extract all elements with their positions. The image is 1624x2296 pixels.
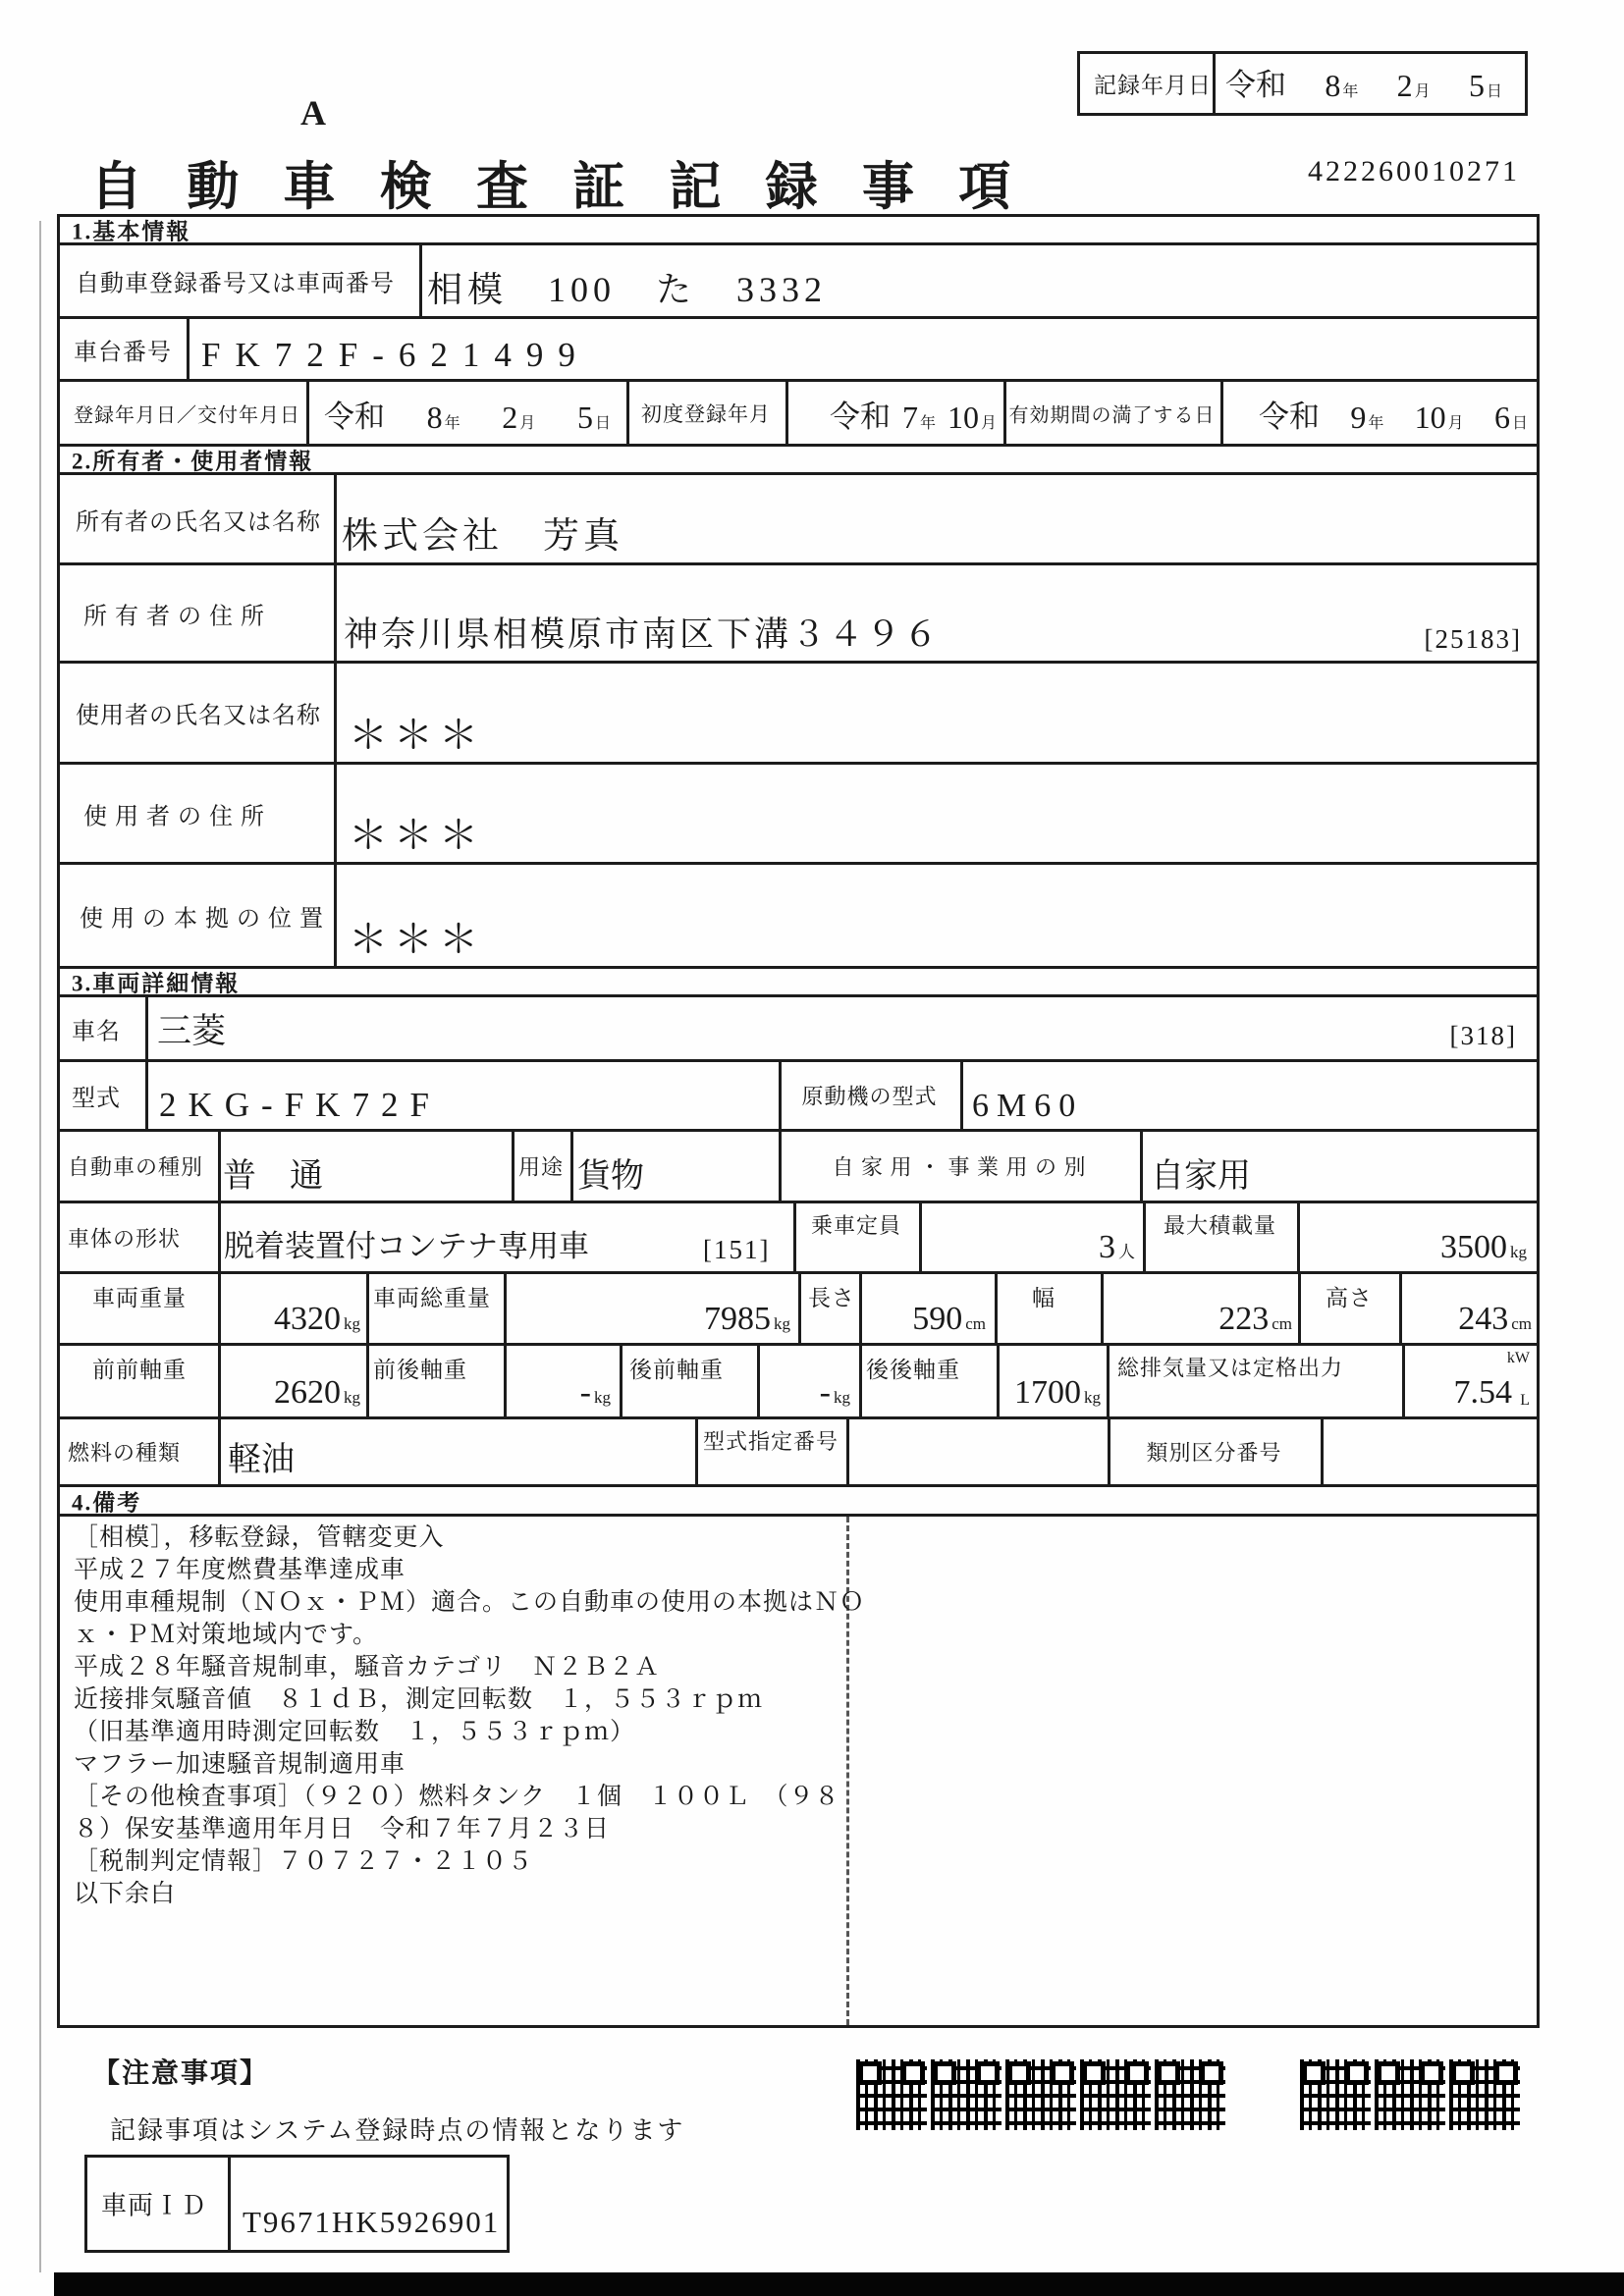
- max-load-num: 3500: [1440, 1229, 1507, 1265]
- remark-line: （旧基準適用時測定回転数 １，５５３ｒｐｍ）: [74, 1719, 636, 1745]
- axle-weights-row: [57, 1343, 1540, 1419]
- body-shape-label: 車体の形状: [68, 1226, 182, 1251]
- registration-number-label: 自動車登録番号又は車両番号: [76, 271, 395, 297]
- day-unit: 日: [1486, 83, 1502, 100]
- month-unit: 月: [1447, 415, 1464, 432]
- axle-rr-unit: kg: [1084, 1388, 1101, 1407]
- month-unit: 月: [519, 415, 536, 432]
- displacement-label: 総排気量又は定格出力: [1117, 1356, 1344, 1380]
- qr-code: [856, 2059, 927, 2130]
- displacement-unit-top: kW: [1506, 1350, 1530, 1366]
- remark-line: ｘ・ＰＭ対策地域内です。: [74, 1622, 379, 1648]
- month: 2: [1396, 68, 1413, 103]
- engine-model-value: 6M60: [972, 1088, 1084, 1124]
- remark-line: ［その他検査事項］（９２０）燃料タンク １個 １００Ｌ （９８: [74, 1784, 840, 1810]
- length-num: 590: [912, 1301, 963, 1337]
- month: 2: [502, 400, 518, 435]
- document-number: 422260010271: [1308, 155, 1520, 187]
- qr-code: [1155, 2059, 1225, 2130]
- section1-heading-row: [57, 214, 1540, 245]
- dates-row: [57, 379, 1540, 447]
- fuel-label: 燃料の種類: [68, 1440, 182, 1466]
- height-num: 243: [1458, 1301, 1509, 1337]
- height-unit: cm: [1511, 1314, 1532, 1333]
- user-name-row: [57, 661, 1540, 765]
- divider: [334, 765, 337, 862]
- divider: [334, 565, 337, 661]
- day-unit: 日: [1511, 415, 1528, 432]
- qr-code: [931, 2059, 1001, 2130]
- vehicle-weight-unit: kg: [344, 1314, 360, 1333]
- divider: [846, 1419, 849, 1484]
- expiry-date-value: [1259, 392, 1528, 436]
- gross-weight-value: [507, 1301, 790, 1338]
- registration-date-label: 登録年月日／交付年月日: [74, 404, 300, 426]
- qr-code: [1375, 2059, 1445, 2130]
- day: 6: [1493, 400, 1510, 435]
- width-unit: cm: [1272, 1314, 1292, 1333]
- axle-ff-num: 2620: [274, 1374, 341, 1411]
- divider: [1107, 1346, 1110, 1416]
- owner-name-value: 株式会社 芳真: [342, 516, 623, 557]
- divider: [995, 1274, 998, 1343]
- remark-line: マフラー加速騒音規制適用車: [74, 1751, 406, 1778]
- axle-rr-label: 後後軸重: [866, 1358, 960, 1382]
- fuel-value: 軽油: [228, 1442, 295, 1478]
- chassis-number-label: 車台番号: [74, 340, 172, 365]
- capacity-value: [919, 1229, 1135, 1266]
- model-row: [57, 1059, 1540, 1132]
- kind-use-row: [57, 1129, 1540, 1203]
- record-date-box: [1077, 51, 1528, 116]
- divider: [218, 1203, 221, 1271]
- section1-heading: 1.基本情報: [72, 219, 191, 244]
- record-date-label: 記録年月日: [1094, 73, 1212, 98]
- axle-fr-num: -: [579, 1374, 591, 1411]
- page-title: 自 動 車 検 査 証 記 録 事 項: [90, 159, 1027, 216]
- displacement-unit-bottom: L: [1520, 1392, 1530, 1409]
- car-name-value: 三菱: [157, 1012, 227, 1050]
- axle-ff-label: 前前軸重: [92, 1358, 187, 1382]
- user-address-label: 使 用 者 の 住 所: [83, 804, 265, 829]
- divider: [570, 1132, 573, 1201]
- section3-heading: 3.車両詳細情報: [72, 971, 241, 996]
- section2-heading: 2.所有者・使用者情報: [72, 449, 314, 474]
- body-shape-code: [151]: [703, 1235, 771, 1264]
- divider: [187, 319, 189, 379]
- body-shape-value: 脱着装置付コンテナ専用車: [224, 1229, 589, 1263]
- era: 令和: [1259, 400, 1320, 434]
- divider: [306, 382, 309, 444]
- remarks-lines: [74, 1522, 866, 1910]
- divider: [218, 1419, 221, 1484]
- capacity-unit: 人: [1118, 1243, 1135, 1261]
- owner-address-value: 神奈川県相模原市南区下溝３４９６: [344, 615, 942, 654]
- axle-rf-label: 後前軸重: [629, 1358, 724, 1382]
- year: 8: [1325, 68, 1341, 103]
- remark-line: ［相模］，移転登録，管轄変更入: [74, 1524, 445, 1551]
- engine-model-label: 原動機の型式: [801, 1084, 938, 1109]
- owner-name-row: [57, 472, 1540, 565]
- remark-line: 平成２７年度燃費基準達成車: [74, 1557, 406, 1583]
- type-approval-label: 型式指定番号: [702, 1429, 839, 1454]
- remark-line: 使用車種規制（ＮＯｘ・ＰＭ）適合。この自動車の使用の本拠はＮＯ: [74, 1589, 866, 1616]
- category-number-label: 類別区分番号: [1146, 1440, 1282, 1466]
- vehicle-id-value: T9671HK5926901: [243, 2205, 501, 2239]
- divider: [419, 245, 422, 316]
- remark-line: 近接排気騒音値 ８１ｄＢ，測定回転数 １，５５３ｒｐｍ: [74, 1686, 764, 1713]
- day: 5: [576, 400, 593, 435]
- axle-rf-num: -: [819, 1374, 831, 1411]
- car-name-label: 車名: [72, 1019, 121, 1044]
- remark-line: 平成２８年騒音規制車，騒音カテゴリ Ｎ２Ｂ２Ａ: [74, 1654, 661, 1681]
- use-value: 貨物: [577, 1158, 644, 1195]
- private-business-value: 自家用: [1151, 1158, 1251, 1195]
- model-value: 2KG-FK72F: [159, 1086, 441, 1124]
- divider: [960, 1062, 963, 1129]
- axle-rf-value: [760, 1374, 850, 1412]
- day-unit: 日: [594, 415, 611, 432]
- displacement-num: 7.54: [1453, 1374, 1512, 1411]
- divider: [1321, 1419, 1324, 1484]
- body-shape-row: [57, 1201, 1540, 1274]
- axle-rr-value: [1000, 1374, 1101, 1412]
- month: 10: [1414, 400, 1446, 435]
- height-label: 高さ: [1326, 1286, 1373, 1310]
- height-value: [1402, 1301, 1532, 1338]
- remark-line: ［税制判定情報］７０７２７・２１０５: [74, 1848, 534, 1875]
- axle-fr-value: [507, 1374, 611, 1412]
- era: 令和: [324, 400, 385, 434]
- length-label: 長さ: [808, 1286, 855, 1310]
- divider: [1220, 382, 1223, 444]
- registration-number-value: 相模 100 た 3332: [427, 270, 828, 309]
- chassis-number-value: FK72F-621499: [201, 336, 590, 374]
- divider: [218, 1132, 221, 1201]
- vehicle-weight-label: 車両重量: [92, 1286, 187, 1310]
- weight-dimensions-row: [57, 1271, 1540, 1346]
- era: 令和: [830, 400, 891, 434]
- length-unit: cm: [965, 1314, 986, 1333]
- notice-body: 記録事項はシステム登録時点の情報となります: [110, 2116, 685, 2145]
- divider: [859, 1346, 862, 1416]
- scan-edge-line: [39, 221, 41, 2272]
- owner-address-code: [25183]: [1424, 624, 1522, 654]
- divider: [366, 1346, 369, 1416]
- divider: [334, 865, 337, 966]
- user-name-value: ＊＊＊: [349, 713, 484, 757]
- divider: [1298, 1274, 1301, 1343]
- expiry-date-label: 有効期間の満了する日: [1008, 404, 1216, 426]
- user-address-value: ＊＊＊: [349, 813, 484, 857]
- remark-line: 以下余白: [74, 1881, 177, 1907]
- qr-group-2: [1300, 2059, 1524, 2130]
- qr-code: [1080, 2059, 1151, 2130]
- vehicle-id-label: 車両ＩＤ: [101, 2191, 208, 2220]
- gross-weight-num: 7985: [704, 1301, 771, 1337]
- private-business-label: 自 家 用 ・ 事 業 用 の 別: [832, 1154, 1087, 1180]
- divider: [334, 664, 337, 762]
- axle-ff-value: [221, 1374, 360, 1412]
- corner-letter: A: [300, 93, 326, 133]
- year: 9: [1350, 400, 1367, 435]
- width-num: 223: [1218, 1301, 1270, 1337]
- day: 5: [1468, 68, 1485, 103]
- year: 7: [901, 400, 918, 435]
- section2-heading-row: [57, 444, 1540, 475]
- divider: [366, 1274, 369, 1343]
- section4-heading: 4.備考: [72, 1490, 142, 1515]
- scan-bottom-bar: [54, 2272, 1624, 2296]
- length-value: [862, 1301, 986, 1338]
- car-name-row: [57, 994, 1540, 1062]
- remark-line: ８）保安基準適用年月日 令和７年７月２３日: [74, 1816, 611, 1842]
- axle-fr-label: 前後軸重: [373, 1358, 467, 1382]
- axle-ff-unit: kg: [344, 1388, 360, 1407]
- max-load-unit: kg: [1510, 1243, 1527, 1261]
- user-address-row: [57, 762, 1540, 865]
- divider: [798, 1274, 801, 1343]
- max-load-label: 最大積載量: [1163, 1213, 1276, 1238]
- vehicle-kind-value: 普 通: [223, 1158, 323, 1195]
- owner-address-row: [57, 562, 1540, 664]
- car-name-code: [318]: [1449, 1021, 1517, 1050]
- remarks-box: [57, 1514, 1540, 2028]
- divider: [1140, 1132, 1143, 1201]
- axle-rf-unit: kg: [834, 1388, 850, 1407]
- divider: [334, 475, 337, 562]
- vehicle-weight-value: [221, 1301, 360, 1338]
- capacity-label: 乗車定員: [810, 1213, 901, 1238]
- use-label: 用途: [517, 1154, 564, 1180]
- month-unit: 月: [980, 415, 997, 432]
- section3-heading-row: [57, 966, 1540, 997]
- chassis-number-row: [57, 316, 1540, 382]
- qr-code: [1005, 2059, 1076, 2130]
- axle-rr-num: 1700: [1014, 1374, 1081, 1411]
- notice-title: 【注意事項】: [92, 2058, 270, 2089]
- registration-number-row: [57, 242, 1540, 319]
- base-location-value: ＊＊＊: [349, 917, 484, 961]
- year-unit: 年: [444, 415, 460, 432]
- qr-code: [1449, 2059, 1520, 2130]
- owner-name-label: 所有者の氏名又は名称: [76, 509, 321, 535]
- year-unit: 年: [1342, 83, 1359, 100]
- gross-weight-label: 車両総重量: [373, 1286, 491, 1310]
- base-location-label: 使 用 の 本 拠 の 位 置: [80, 906, 324, 932]
- vehicle-weight-num: 4320: [274, 1301, 341, 1337]
- divider: [145, 1062, 148, 1129]
- vehicle-id-box: [84, 2155, 510, 2253]
- width-value: [1104, 1301, 1292, 1338]
- month-unit: 月: [1414, 83, 1431, 100]
- divider: [1213, 54, 1216, 113]
- qr-code: [1300, 2059, 1371, 2130]
- base-location-row: [57, 862, 1540, 969]
- year-unit: 年: [919, 415, 936, 432]
- width-label: 幅: [1032, 1286, 1056, 1310]
- era: 令和: [1225, 68, 1286, 102]
- divider: [620, 1346, 623, 1416]
- qr-group-1: [856, 2059, 1229, 2130]
- section4-heading-row: [57, 1484, 1540, 1517]
- owner-address-label: 所 有 者 の 住 所: [83, 604, 265, 629]
- vehicle-kind-label: 自動車の種別: [68, 1154, 204, 1180]
- year: 8: [426, 400, 443, 435]
- fuel-row: [57, 1416, 1540, 1487]
- month: 10: [947, 400, 979, 435]
- divider: [145, 997, 148, 1059]
- registration-date-value: [324, 392, 611, 436]
- displacement-value: [1405, 1346, 1532, 1416]
- axle-fr-unit: kg: [594, 1388, 611, 1407]
- first-registration-value: [830, 392, 997, 436]
- capacity-num: 3: [1099, 1229, 1115, 1265]
- year-unit: 年: [1368, 415, 1384, 432]
- divider: [228, 2158, 231, 2250]
- model-label: 型式: [72, 1086, 121, 1112]
- divider: [785, 382, 788, 444]
- gross-weight-unit: kg: [774, 1314, 790, 1333]
- record-date-value: [1225, 60, 1502, 104]
- max-load-value: [1297, 1229, 1527, 1266]
- user-name-label: 使用者の氏名又は名称: [76, 703, 321, 729]
- first-registration-label: 初度登録年月: [641, 401, 771, 426]
